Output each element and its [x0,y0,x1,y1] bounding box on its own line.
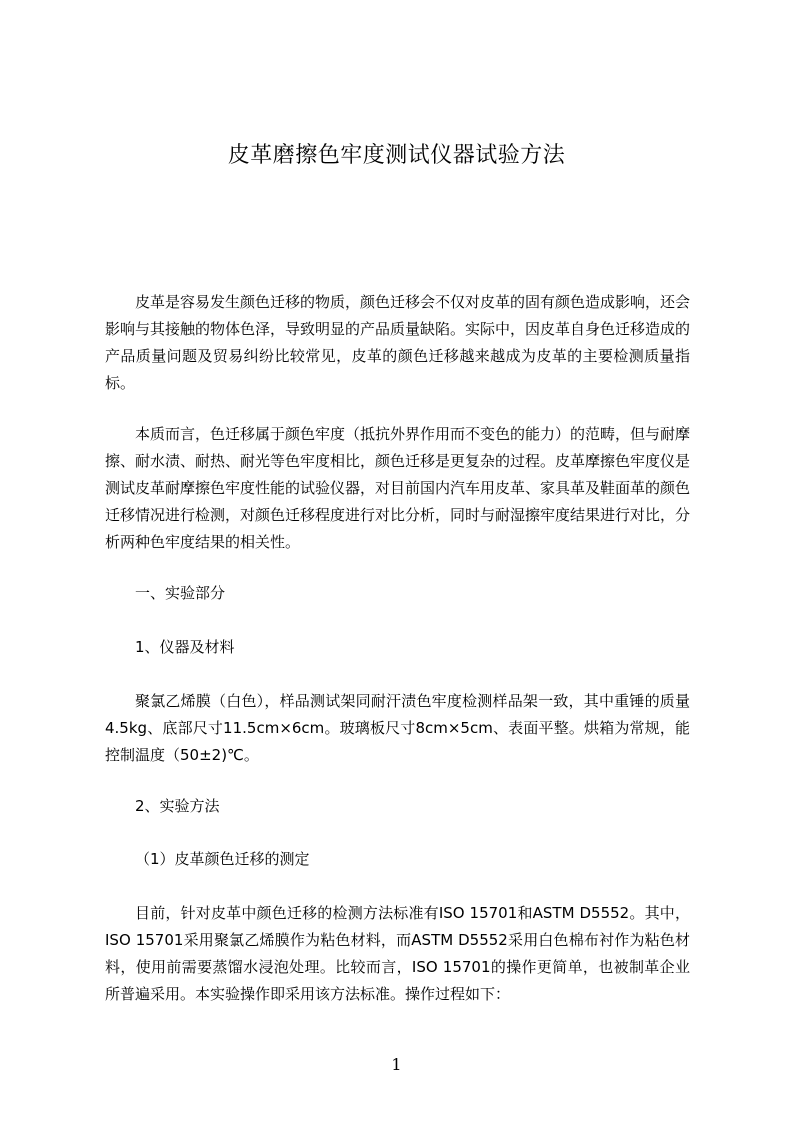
subsection-heading-methods: 2、实验方法 [135,797,220,815]
subsection-heading-color-migration: （1）皮革颜色迁移的测定 [135,850,310,868]
paragraph-intro: 皮革是容易发生颜色迁移的物质，颜色迁移会不仅对皮革的固有颜色造成影响，还会影响与其接触的物体色泽，导致明显的产品质量缺陷。实际中，因皮革自身色迁移造成的产品质量问题及贸易纠纷比较常见，皮革的颜色迁移越来越成为皮革的主要检测质量指标。 [105,293,691,392]
paragraph-materials: 聚氯乙烯膜（白色），样品测试架同耐汗渍色牢度检测样品架一致，其中重锤的质量4.5kg、底部尺寸11.5cm×6cm。玻璃板尺寸8cm×5cm、表面平整。烘箱为常规，能控制温度（50±2)℃。 [105,692,690,764]
page-number: 1 [391,1055,402,1074]
paragraph-essence: 本质而言，色迁移属于颜色牢度（抵抗外界作用而不变色的能力）的范畴，但与耐摩擦、耐水渍、耐热、耐光等色牢度相比，颜色迁移是更复杂的过程。皮革摩擦色牢度仪是测试皮革耐摩擦色牢度性能的试验仪器，对目前国内汽车用皮革、家具革及鞋面革的颜色迁移情况进行检测，对颜色迁移程度进行对比分析，同时与耐湿擦牢度结果进行对比，分析两种色牢度结果的相关性。 [105,425,691,551]
paragraph-methods-detail: 目前，针对皮革中颜色迁移的检测方法标准有ISO 15701和ASTM D5552。其中，ISO 15701采用聚氯乙烯膜作为粘色材料，而ASTM D5552采用白色棉布衬作为粘色材料，使用前需要蒸馏水浸泡处理。比较而言，ISO 15701的操作更简单，也被制革企业所普遍采用。本实验操作即采用该方法标准。操作过程如下： [105,904,690,1003]
subsection-heading-instruments: 1、仪器及材料 [135,638,235,656]
document-title: 皮革磨擦色牢度测试仪器试验方法 [227,143,566,168]
section-heading-experiment: 一、实验部分 [135,584,226,602]
